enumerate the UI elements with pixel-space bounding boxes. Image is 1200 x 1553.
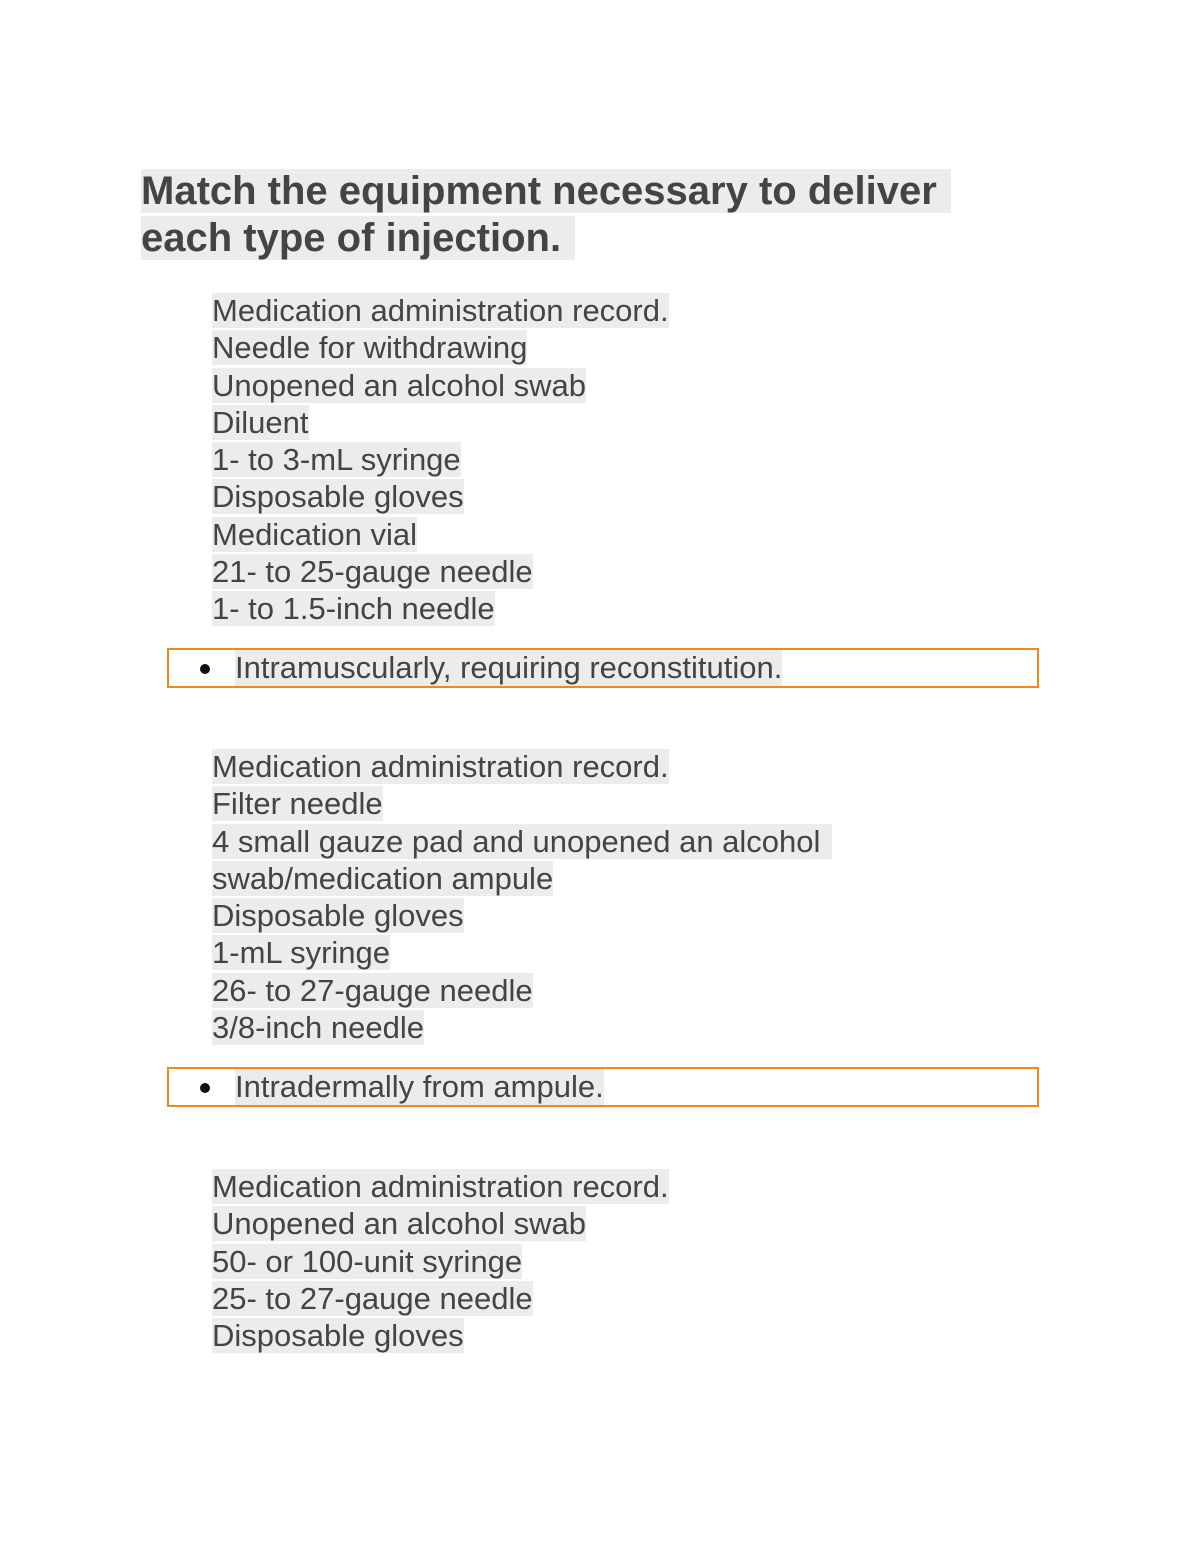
list-item: 21- to 25-gauge needle: [212, 554, 533, 590]
list-item: swab/medication ampule: [212, 860, 554, 896]
list-item: Medication vial: [212, 516, 418, 552]
list-item: 1- to 1.5-inch needle: [212, 591, 495, 627]
list-item: Filter needle: [212, 786, 383, 822]
list-item: Unopened an alcohol swab: [212, 1206, 586, 1242]
list-item: Disposable gloves: [212, 898, 464, 934]
list-item: 1-mL syringe: [212, 935, 391, 971]
answer-text: Intradermally from ampule.: [235, 1069, 604, 1104]
list-item: Disposable gloves: [212, 1318, 464, 1354]
equipment-list-3: [212, 1168, 972, 1354]
answer-box-2[interactable]: [167, 1067, 1039, 1107]
list-item: Diluent: [212, 404, 309, 440]
list-item: 1- to 3-mL syringe: [212, 442, 461, 478]
list-item: 3/8-inch needle: [212, 1010, 424, 1046]
equipment-list-2: [212, 748, 972, 1046]
list-item: 26- to 27-gauge needle: [212, 972, 533, 1008]
bullet-icon: [200, 1083, 210, 1093]
equipment-list-1: [212, 292, 972, 628]
list-item: Medication administration record.: [212, 749, 669, 784]
list-item: Needle for withdrawing: [212, 330, 528, 366]
list-item: Disposable gloves: [212, 479, 464, 515]
page-title: [141, 168, 1001, 262]
list-item: 4 small gauze pad and unopened an alcohol: [212, 823, 972, 860]
title-line-2: each type of injection.: [141, 216, 575, 260]
title-line-1: Match the equipment necessary to deliver: [141, 169, 951, 213]
answer-text: Intramuscularly, requiring reconstitution.: [235, 650, 783, 685]
list-item: Medication administration record.: [212, 1169, 669, 1204]
list-item: 25- to 27-gauge needle: [212, 1280, 533, 1316]
bullet-icon: [200, 664, 210, 674]
list-item: Medication administration record.: [212, 293, 669, 328]
list-item: Unopened an alcohol swab: [212, 367, 586, 403]
answer-box-1[interactable]: [167, 648, 1039, 688]
list-item: 50- or 100-unit syringe: [212, 1243, 523, 1279]
